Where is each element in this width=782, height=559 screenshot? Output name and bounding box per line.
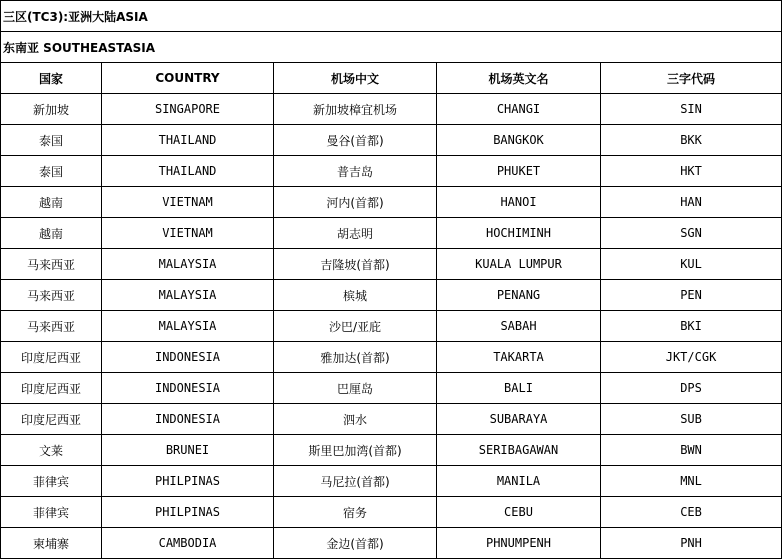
cell-country-cn: 印度尼西亚 bbox=[1, 342, 102, 373]
cell-country-cn: 菲律宾 bbox=[1, 497, 102, 528]
cell-country-en: MALAYSIA bbox=[102, 280, 274, 311]
table-row bbox=[1, 466, 782, 497]
cell-iata-code: HKT bbox=[601, 156, 782, 187]
cell-iata-code: BKK bbox=[601, 125, 782, 156]
cell-airport-cn: 沙巴/亚庇 bbox=[274, 311, 437, 342]
table-row bbox=[1, 280, 782, 311]
cell-country-en: VIETNAM bbox=[102, 187, 274, 218]
cell-country-en: PHILPINAS bbox=[102, 466, 274, 497]
cell-airport-en: KUALA LUMPUR bbox=[437, 249, 601, 280]
cell-iata-code: MNL bbox=[601, 466, 782, 497]
cell-airport-en: SUBARAYA bbox=[437, 404, 601, 435]
cell-country-en: MALAYSIA bbox=[102, 249, 274, 280]
cell-iata-code: KUL bbox=[601, 249, 782, 280]
cell-country-cn: 马来西亚 bbox=[1, 280, 102, 311]
header-country-en: COUNTRY bbox=[102, 63, 274, 94]
cell-country-en: VIETNAM bbox=[102, 218, 274, 249]
cell-airport-en: PHNUMPENH bbox=[437, 528, 601, 559]
cell-country-en: INDONESIA bbox=[102, 342, 274, 373]
table-row bbox=[1, 125, 782, 156]
cell-country-en: BRUNEI bbox=[102, 435, 274, 466]
cell-airport-cn: 普吉岛 bbox=[274, 156, 437, 187]
cell-country-en: THAILAND bbox=[102, 156, 274, 187]
cell-airport-en: PHUKET bbox=[437, 156, 601, 187]
table-row bbox=[1, 156, 782, 187]
cell-airport-cn: 宿务 bbox=[274, 497, 437, 528]
cell-country-cn: 菲律宾 bbox=[1, 466, 102, 497]
cell-iata-code: SGN bbox=[601, 218, 782, 249]
cell-country-en: CAMBODIA bbox=[102, 528, 274, 559]
cell-airport-cn: 巴厘岛 bbox=[274, 373, 437, 404]
cell-iata-code: HAN bbox=[601, 187, 782, 218]
cell-country-cn: 泰国 bbox=[1, 125, 102, 156]
table-row bbox=[1, 187, 782, 218]
cell-iata-code: BKI bbox=[601, 311, 782, 342]
cell-country-cn: 马来西亚 bbox=[1, 249, 102, 280]
cell-country-en: INDONESIA bbox=[102, 404, 274, 435]
cell-airport-cn: 吉隆坡(首都) bbox=[274, 249, 437, 280]
region-title-row bbox=[1, 1, 782, 32]
cell-airport-cn: 河内(首都) bbox=[274, 187, 437, 218]
cell-airport-cn: 雅加达(首都) bbox=[274, 342, 437, 373]
table-row bbox=[1, 435, 782, 466]
cell-airport-en: SERIBAGAWAN bbox=[437, 435, 601, 466]
header-airport-en: 机场英文名 bbox=[437, 63, 601, 94]
cell-airport-en: BANGKOK bbox=[437, 125, 601, 156]
cell-airport-en: MANILA bbox=[437, 466, 601, 497]
cell-country-cn: 文莱 bbox=[1, 435, 102, 466]
cell-airport-cn: 斯里巴加湾(首都) bbox=[274, 435, 437, 466]
cell-country-en: SINGAPORE bbox=[102, 94, 274, 125]
cell-airport-cn: 曼谷(首都) bbox=[274, 125, 437, 156]
cell-airport-en: SABAH bbox=[437, 311, 601, 342]
table-header-row bbox=[1, 63, 782, 94]
subregion-title-row bbox=[1, 32, 782, 63]
cell-airport-en: HANOI bbox=[437, 187, 601, 218]
cell-airport-cn: 新加坡樟宜机场 bbox=[274, 94, 437, 125]
cell-airport-cn: 胡志明 bbox=[274, 218, 437, 249]
cell-airport-cn: 金边(首都) bbox=[274, 528, 437, 559]
header-airport-cn: 机场中文 bbox=[274, 63, 437, 94]
cell-country-cn: 新加坡 bbox=[1, 94, 102, 125]
subregion-title: 东南亚 SOUTHEASTASIA bbox=[1, 32, 782, 63]
table-row bbox=[1, 218, 782, 249]
table-row bbox=[1, 497, 782, 528]
cell-country-cn: 泰国 bbox=[1, 156, 102, 187]
cell-country-en: MALAYSIA bbox=[102, 311, 274, 342]
table-row bbox=[1, 528, 782, 559]
cell-iata-code: PEN bbox=[601, 280, 782, 311]
region-title: 三区(TC3):亚洲大陆ASIA bbox=[1, 1, 782, 32]
table-row bbox=[1, 94, 782, 125]
cell-country-cn: 印度尼西亚 bbox=[1, 404, 102, 435]
cell-country-cn: 印度尼西亚 bbox=[1, 373, 102, 404]
header-iata-code: 三字代码 bbox=[601, 63, 782, 94]
table-row bbox=[1, 311, 782, 342]
cell-airport-en: CHANGI bbox=[437, 94, 601, 125]
table-row bbox=[1, 249, 782, 280]
cell-country-en: INDONESIA bbox=[102, 373, 274, 404]
cell-country-cn: 马来西亚 bbox=[1, 311, 102, 342]
cell-iata-code: DPS bbox=[601, 373, 782, 404]
table-row bbox=[1, 342, 782, 373]
cell-airport-en: HOCHIMINH bbox=[437, 218, 601, 249]
cell-country-cn: 越南 bbox=[1, 218, 102, 249]
cell-iata-code: SIN bbox=[601, 94, 782, 125]
cell-iata-code: PNH bbox=[601, 528, 782, 559]
cell-airport-cn: 泗水 bbox=[274, 404, 437, 435]
cell-airport-en: TAKARTA bbox=[437, 342, 601, 373]
cell-airport-en: CEBU bbox=[437, 497, 601, 528]
cell-airport-cn: 槟城 bbox=[274, 280, 437, 311]
cell-country-cn: 柬埔寨 bbox=[1, 528, 102, 559]
cell-iata-code: SUB bbox=[601, 404, 782, 435]
header-country-cn: 国家 bbox=[1, 63, 102, 94]
cell-country-en: PHILPINAS bbox=[102, 497, 274, 528]
cell-iata-code: JKT/CGK bbox=[601, 342, 782, 373]
cell-country-en: THAILAND bbox=[102, 125, 274, 156]
cell-country-cn: 越南 bbox=[1, 187, 102, 218]
cell-airport-cn: 马尼拉(首都) bbox=[274, 466, 437, 497]
cell-airport-en: PENANG bbox=[437, 280, 601, 311]
cell-iata-code: CEB bbox=[601, 497, 782, 528]
cell-airport-en: BALI bbox=[437, 373, 601, 404]
cell-iata-code: BWN bbox=[601, 435, 782, 466]
table-row bbox=[1, 404, 782, 435]
table-row bbox=[1, 373, 782, 404]
